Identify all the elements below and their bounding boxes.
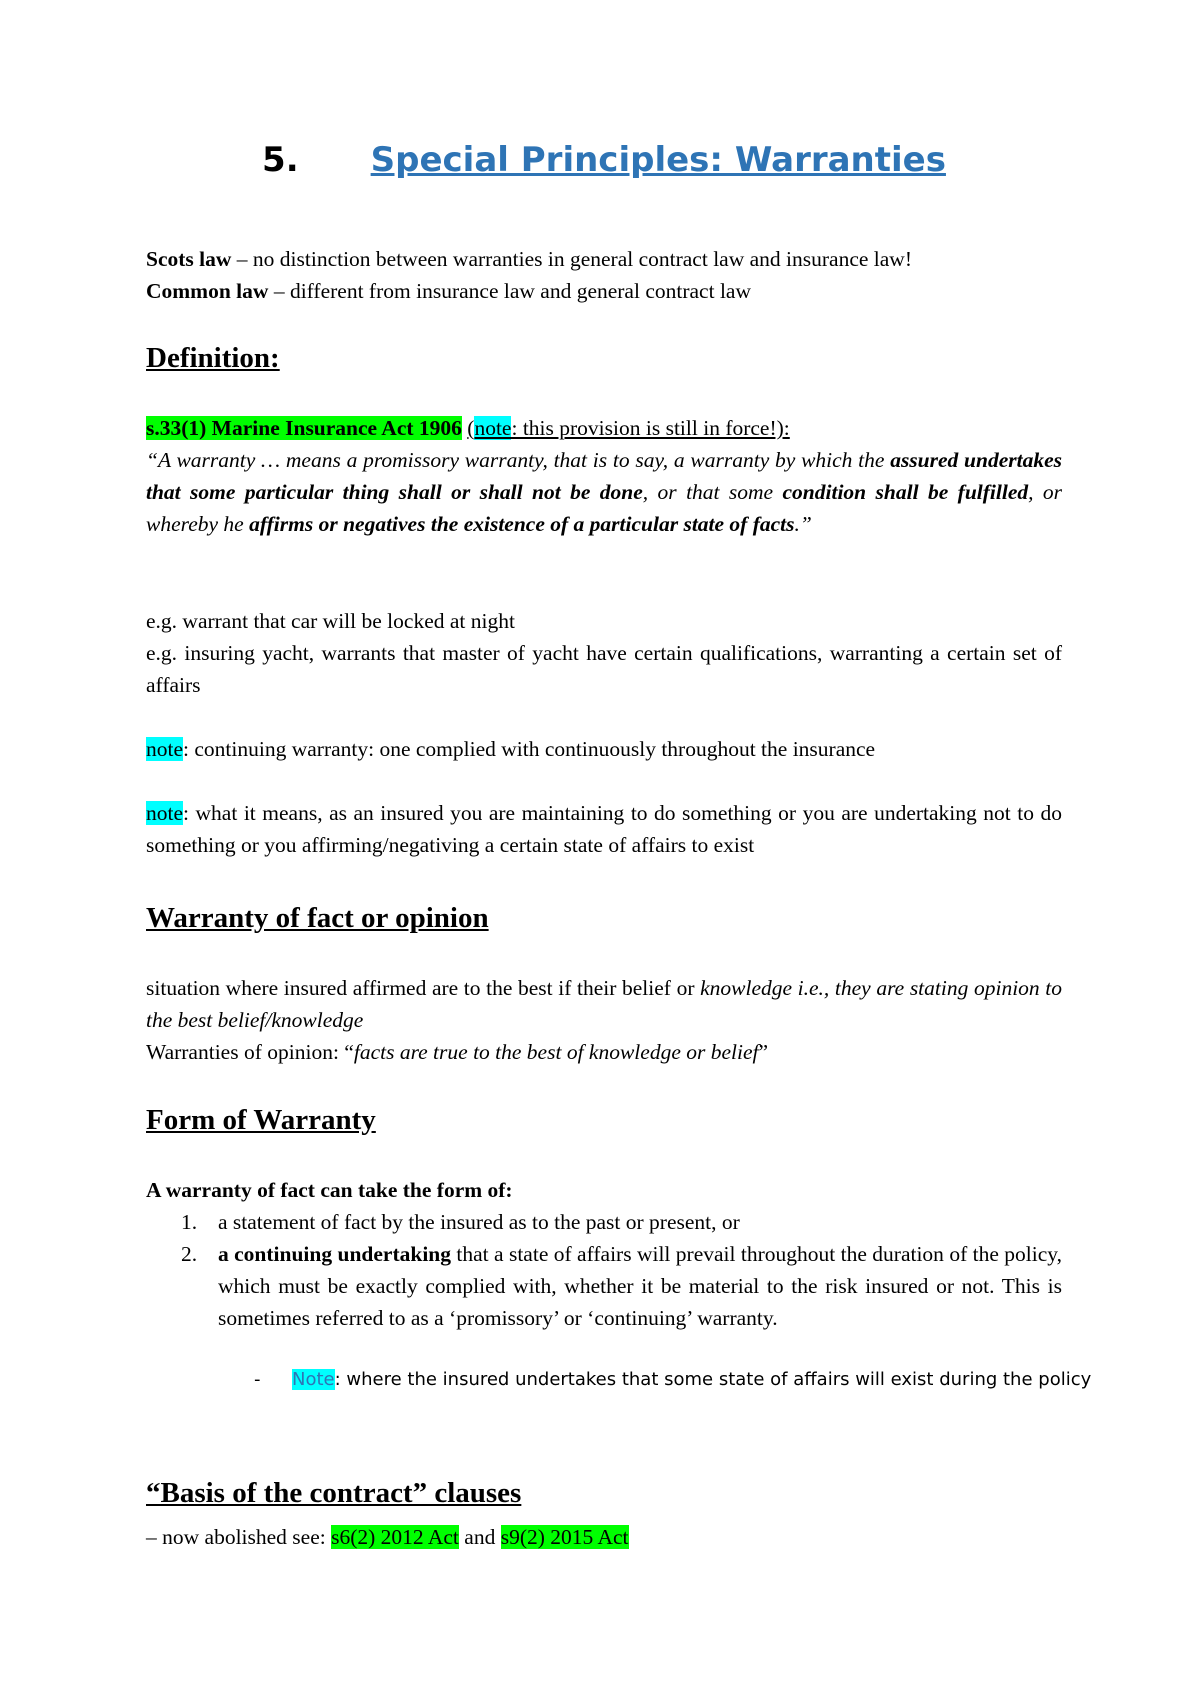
basis-text: – now abolished see: s6(2) 2012 Act and s9(2) 2015 Act [146,1525,629,1549]
example-yacht: e.g. insuring yacht, warrants that master of yacht have certain qualifications, warranting a certain set of affairs [146,641,1062,697]
definition-note-label: note [474,416,512,440]
subnote-dash: - [254,1369,261,1390]
note-label: note [146,801,184,825]
common-law-text: – different from insurance law and general contract law [268,279,751,303]
scots-law-label: Scots law [146,247,232,271]
form-of-warranty-heading: Form of Warranty [146,1104,376,1136]
list-marker: 2. [181,1242,198,1266]
example-car: e.g. warrant that car will be locked at night [146,609,515,633]
fact-opinion-situation: situation where insured affirmed are to the best if their belief or knowledge i.e., they are stating opinion to the best belief/knowledge [146,976,1062,1032]
section-number: 5. [262,140,299,180]
common-law-line [146,275,1062,307]
form-subnote: - Note: where the insured undertakes that some state of affairs will exist during the policy [146,1364,1200,1395]
definition-source-ref: s.33(1) Marine Insurance Act 1906 [146,416,462,440]
list-item: 1. a statement of fact by the insured as to the past or present, or [146,1206,1062,1238]
note-continuing-warranty: note: continuing warranty: one complied with continuously throughout the insurance [146,737,876,761]
ref-2015-act: s9(2) 2015 Act [500,1525,629,1549]
basis-heading: “Basis of the contract” clauses [146,1477,522,1509]
warranty-definition-quote: “A warranty … means a promissory warranty, that is to say, a warranty by which the assured undertakes that some particular thing shall or shall not be done, or that some condition shall be fulfilled, or whereby he affirms or negatives the existence of a particular state of facts.” [146,448,1063,536]
scots-law-line [146,243,1062,275]
note-what-it-means: note: what it means, as an insured you are maintaining to do something or you are undertaking not to do something or you affirming/negativing a certain state of affairs to exist [146,801,1062,857]
common-law-label: Common law [146,279,269,303]
subnote-label: Note [292,1369,335,1390]
scots-law-text: – no distinction between warranties in general contract law and insurance law! [231,247,912,271]
note-label: note [146,737,184,761]
definition-heading: Definition: [146,342,280,374]
ref-2012-act: s6(2) 2012 Act [331,1525,459,1549]
list-item: 2. a continuing undertaking that a state of affairs will prevail throughout the duration of the policy, which must be exactly complied with, whether it be material to the risk insured or not. This is sometimes referred to as a ‘promissory’ or ‘continuing’ warranty. [146,1238,1062,1334]
form-list [146,1206,1062,1334]
list-marker: 1. [181,1210,198,1234]
form-lead: A warranty of fact can take the form of: [146,1178,513,1202]
definition-note: (note: this provision is still in force!): [467,416,790,440]
section-title: Special Principles: Warranties [370,140,946,180]
page-title [146,140,1062,180]
fact-opinion-heading: Warranty of fact or opinion [146,902,489,934]
warranties-of-opinion: Warranties of opinion: “facts are true to the best of knowledge or belief” [146,1040,769,1064]
definition-source-line [146,412,1062,444]
